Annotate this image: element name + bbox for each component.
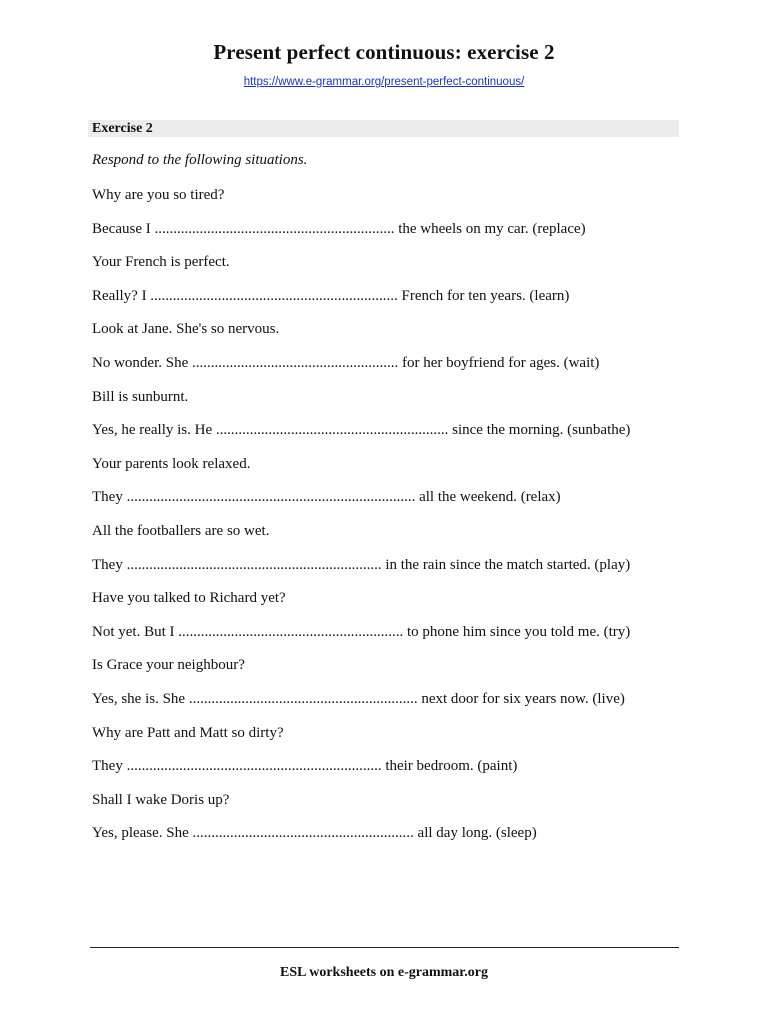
page-title: Present perfect continuous: exercise 2 (213, 40, 555, 64)
response-line: Yes, she is. She ............................................................. next door for six years now. (live) (92, 690, 625, 707)
exercise-heading-bar (88, 120, 679, 137)
situation-line: Your French is perfect. (92, 254, 230, 271)
page-footer: ESL worksheets on e-grammar.org (280, 965, 488, 980)
response-line: Because I ................................................................ the wheels on my car. (replace) (92, 220, 586, 237)
situation-line: Look at Jane. She's so nervous. (92, 321, 280, 338)
situation-line: All the footballers are so wet. (92, 522, 270, 539)
footer-divider (90, 947, 679, 948)
response-line: Yes, please. She ........................................................... all day long. (sleep) (92, 825, 537, 842)
response-line: Not yet. But I ............................................................ to phone him since you told me. (try) (92, 623, 631, 640)
response-line: Yes, he really is. He .............................................................. since the morning. (sunbathe) (92, 422, 631, 439)
source-link[interactable]: https://www.e-grammar.org/present-perfect-continuous/ (243, 76, 525, 88)
situation-line: Your parents look relaxed. (92, 455, 251, 472)
exercise-heading: Exercise 2 (92, 121, 153, 136)
response-line: They .................................................................... their bedroom. (paint) (92, 758, 518, 775)
situation-line: Is Grace your neighbour? (92, 657, 245, 674)
exercise-lines (92, 186, 682, 858)
response-line: They .................................................................... in the rain since the match started. (play) (92, 556, 631, 573)
situation-line: Why are Patt and Matt so dirty? (92, 724, 284, 741)
situation-line: Bill is sunburnt. (92, 388, 189, 405)
situation-line: Have you talked to Richard yet? (92, 590, 286, 607)
situation-line: Shall I wake Doris up? (92, 791, 230, 808)
response-line: They ............................................................................. all the weekend. (relax) (92, 489, 561, 506)
response-line: No wonder. She ....................................................... for her boyfriend for ages. (wait) (92, 354, 600, 371)
situation-line: Why are you so tired? (92, 187, 225, 203)
response-line: Really? I .................................................................. French for ten years. (learn) (92, 287, 570, 304)
exercise-instruction: Respond to the following situations. (92, 152, 308, 168)
